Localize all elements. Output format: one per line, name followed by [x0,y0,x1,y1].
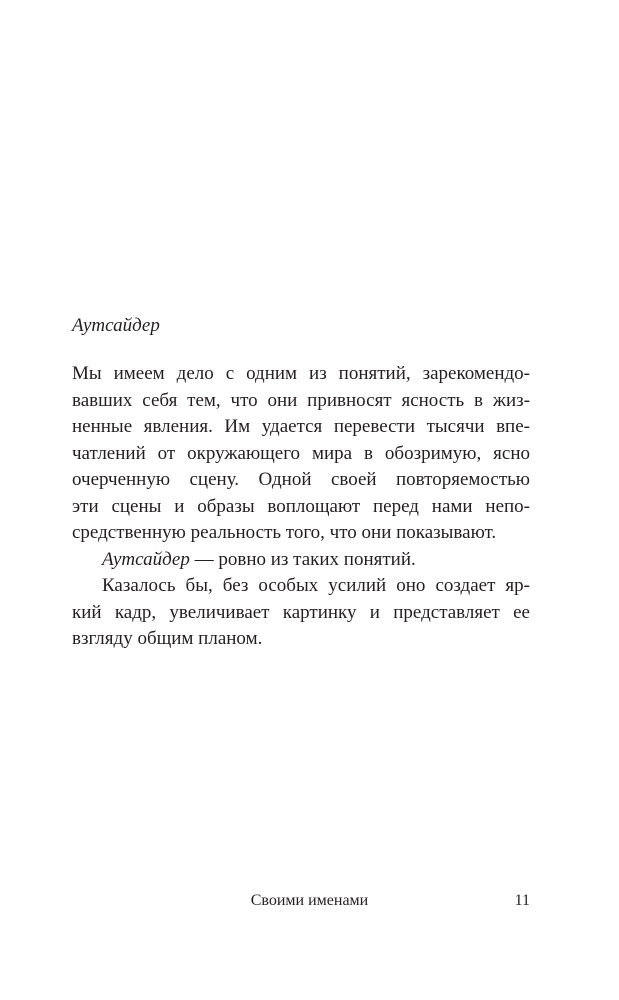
page-number: 11 [514,892,530,909]
paragraph-2 [72,547,530,574]
paragraph-1-line-7: средственную реальность того, что они показывают. [72,522,497,543]
paragraph-1-line-3: ненные явления. Им удается перевести тысячи впе- [72,416,530,437]
paragraph-1-line-4: чатлений от окружающего мира в обозримую, ясно [72,442,530,464]
section-heading: Аутсайдер [72,315,160,336]
paragraph-1-line-1: Мы имеем дело с одним из понятий, зарекомендо- [72,363,530,384]
paragraph-3-line-3: взгляду общим планом. [72,628,263,649]
paragraph-3-line-1: Казалось бы, без особых усилий оно создает яр- [102,575,530,596]
paragraph-3-line-2: кий кадр, увеличивает картинку и представляет ее [72,601,530,623]
body-text [72,361,530,653]
paragraph-2-rest: — ровно из таких понятий. [189,548,416,570]
paragraph-1-line-6: эти сцены и образы воплощают перед нами непо- [72,495,530,517]
running-footer-title: Своими именами [250,892,369,909]
paragraph-1-line-2: вавших себя тем, что они привносят ясность в жиз- [72,389,530,411]
paragraph-2-term: Аутсайдер [102,548,190,570]
paragraph-1-line-5: очерченную сцену. Одной своей повторяемостью [72,469,530,490]
